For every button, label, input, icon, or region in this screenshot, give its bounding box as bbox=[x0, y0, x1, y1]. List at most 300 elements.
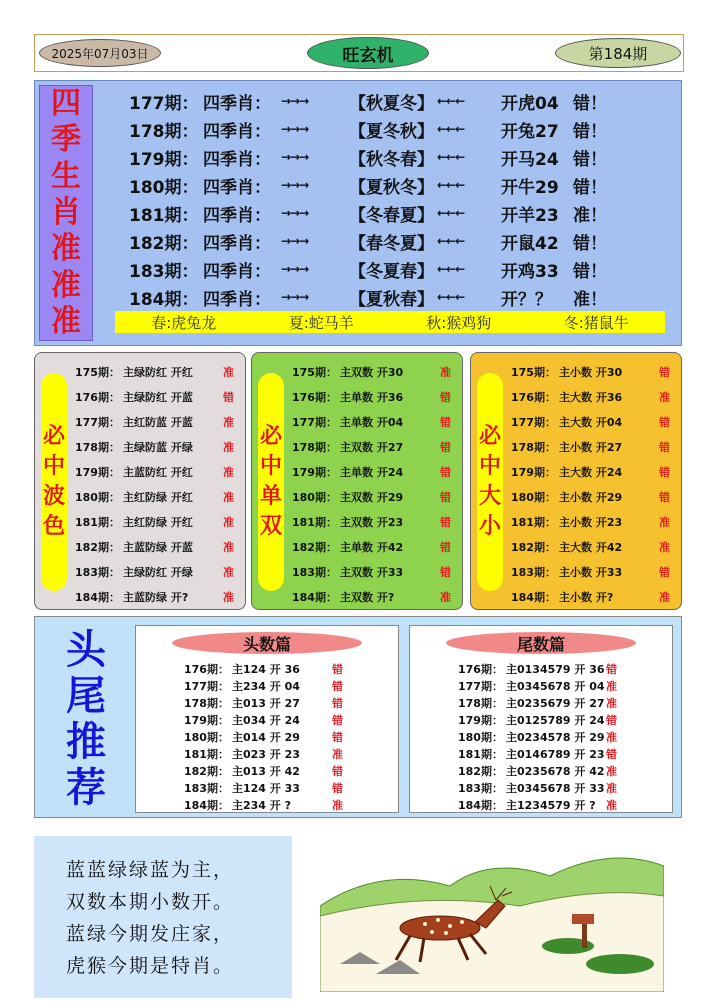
list-row bbox=[75, 384, 243, 409]
side-char: 头 bbox=[66, 626, 106, 673]
prediction-text: 主234 开 04 bbox=[232, 679, 300, 693]
period-label: 181期： bbox=[184, 747, 229, 761]
side-char: 必 bbox=[259, 424, 282, 449]
result-mark: 错 bbox=[659, 440, 670, 454]
season-label: 四季肖： bbox=[203, 93, 271, 114]
prediction-text: 主小数 开29 bbox=[559, 490, 623, 504]
list-row bbox=[292, 534, 460, 559]
result-mark: 错 bbox=[659, 465, 670, 479]
list-row bbox=[292, 509, 460, 534]
prediction-text: 主0235678 开 42 bbox=[506, 764, 605, 778]
season-label: 四季肖： bbox=[203, 121, 271, 142]
big-small-list bbox=[511, 359, 679, 609]
prediction-text: 主单数 开36 bbox=[340, 390, 404, 404]
result-mark: 错 bbox=[223, 390, 234, 404]
side-char: 双 bbox=[259, 514, 282, 539]
result-mark: 错！ bbox=[573, 261, 607, 282]
prediction-text: 主双数 开33 bbox=[340, 565, 404, 579]
period-label: 181期： bbox=[292, 515, 337, 529]
list-row bbox=[184, 728, 394, 745]
period-label: 176期： bbox=[458, 662, 503, 676]
period-label: 182期： bbox=[184, 764, 229, 778]
period-label: 175期： bbox=[511, 365, 556, 379]
arrow-right: →→→ bbox=[281, 234, 309, 248]
period-label: 179期： bbox=[184, 713, 229, 727]
period-label: 175期： bbox=[292, 365, 337, 379]
period-label: 179期： bbox=[75, 465, 120, 479]
result-mark: 错 bbox=[332, 781, 343, 795]
four-seasons-list bbox=[129, 87, 669, 311]
side-char: 必 bbox=[42, 424, 65, 449]
poem-box bbox=[34, 836, 292, 998]
list-row bbox=[292, 459, 460, 484]
legend-item: 春:虎兔龙 bbox=[151, 313, 217, 332]
poem-line: 虎猴今期是特肖。 bbox=[66, 955, 235, 977]
season-label: 四季肖： bbox=[203, 261, 271, 282]
prediction-text: 主小数 开? bbox=[559, 590, 614, 604]
prediction-text: 主0345678 开 33 bbox=[506, 781, 605, 795]
period-label: 176期： bbox=[184, 662, 229, 676]
season-row bbox=[129, 143, 669, 171]
list-row bbox=[184, 711, 394, 728]
side-char: 中 bbox=[42, 454, 65, 479]
result-mark: 错 bbox=[659, 415, 670, 429]
period-label: 177期： bbox=[129, 93, 199, 114]
result-mark: 错！ bbox=[573, 177, 607, 198]
list-row bbox=[511, 509, 679, 534]
list-row bbox=[458, 762, 668, 779]
period-label: 182期： bbox=[458, 764, 503, 778]
result-mark: 错！ bbox=[573, 233, 607, 254]
tail-number-panel bbox=[409, 625, 673, 813]
prediction-text: 主红防蓝 开蓝 bbox=[123, 415, 193, 429]
odd-even-side-label bbox=[258, 373, 284, 591]
head-panel-title: 头数篇 bbox=[172, 632, 362, 654]
period-label: 181期： bbox=[129, 205, 199, 226]
side-char: 必 bbox=[478, 424, 501, 449]
season-value: 【冬夏春】 bbox=[349, 261, 434, 282]
list-row bbox=[75, 484, 243, 509]
period-label: 184期： bbox=[129, 289, 199, 310]
season-label: 四季肖： bbox=[203, 205, 271, 226]
prediction-text: 主蓝防绿 开? bbox=[123, 590, 189, 604]
period-label: 179期： bbox=[458, 713, 503, 727]
list-row bbox=[184, 660, 394, 677]
tail-panel-title: 尾数篇 bbox=[446, 632, 636, 654]
period-label: 178期： bbox=[511, 440, 556, 454]
period-label: 176期： bbox=[75, 390, 120, 404]
period-label: 180期： bbox=[184, 730, 229, 744]
result-mark: 错！ bbox=[573, 149, 607, 170]
season-value: 【冬春夏】 bbox=[349, 205, 434, 226]
arrow-left: ←←← bbox=[437, 206, 465, 220]
issue-badge: 第184期 bbox=[555, 38, 681, 68]
list-row bbox=[184, 745, 394, 762]
arrow-right: →→→ bbox=[281, 94, 309, 108]
season-label: 四季肖： bbox=[203, 289, 271, 310]
result-mark: 准 bbox=[606, 798, 617, 812]
side-char: 荐 bbox=[66, 764, 106, 811]
period-label: 178期： bbox=[129, 121, 199, 142]
page-title: 旺玄机 bbox=[307, 37, 429, 69]
list-row bbox=[75, 534, 243, 559]
list-row bbox=[458, 711, 668, 728]
prediction-text: 主蓝防绿 开蓝 bbox=[123, 540, 193, 554]
period-label: 175期： bbox=[75, 365, 120, 379]
list-row bbox=[292, 434, 460, 459]
period-label: 180期： bbox=[129, 177, 199, 198]
result-value: 开虎04 bbox=[501, 93, 559, 114]
list-row bbox=[511, 434, 679, 459]
result-mark: 错 bbox=[659, 490, 670, 504]
prediction-text: 主0146789 开 23 bbox=[506, 747, 605, 761]
side-char: 四 bbox=[51, 86, 81, 122]
result-value: 开鼠42 bbox=[501, 233, 559, 254]
period-label: 182期： bbox=[292, 540, 337, 554]
arrow-right: →→→ bbox=[281, 206, 309, 220]
list-row bbox=[458, 728, 668, 745]
result-mark: 错 bbox=[606, 713, 617, 727]
list-row bbox=[75, 409, 243, 434]
arrow-right: →→→ bbox=[281, 178, 309, 192]
arrow-left: ←←← bbox=[437, 262, 465, 276]
prediction-text: 主双数 开30 bbox=[340, 365, 404, 379]
list-row bbox=[184, 796, 394, 813]
result-mark: 错 bbox=[440, 390, 451, 404]
result-mark: 准 bbox=[606, 781, 617, 795]
result-mark: 准 bbox=[223, 490, 234, 504]
result-mark: 准 bbox=[223, 590, 234, 604]
period-label: 177期： bbox=[458, 679, 503, 693]
arrow-left: ←←← bbox=[437, 122, 465, 136]
result-mark: 准 bbox=[223, 440, 234, 454]
result-mark: 错 bbox=[332, 679, 343, 693]
result-mark: 准 bbox=[606, 696, 617, 710]
result-value: 开马24 bbox=[501, 149, 559, 170]
legend-item: 秋:猴鸡狗 bbox=[426, 313, 492, 332]
result-mark: 错 bbox=[440, 515, 451, 529]
list-row bbox=[292, 359, 460, 384]
period-label: 183期： bbox=[292, 565, 337, 579]
prediction-text: 主小数 开23 bbox=[559, 515, 623, 529]
prediction-text: 主红防绿 开红 bbox=[123, 490, 193, 504]
period-label: 178期： bbox=[292, 440, 337, 454]
prediction-text: 主小数 开30 bbox=[559, 365, 623, 379]
result-mark: 准 bbox=[659, 390, 670, 404]
list-row bbox=[184, 694, 394, 711]
list-row bbox=[184, 762, 394, 779]
prediction-text: 主大数 开36 bbox=[559, 390, 623, 404]
arrow-right: →→→ bbox=[281, 262, 309, 276]
result-value: 开羊23 bbox=[501, 205, 559, 226]
list-row bbox=[292, 384, 460, 409]
list-row bbox=[75, 559, 243, 584]
prediction-text: 主0234578 开 29 bbox=[506, 730, 605, 744]
season-label: 四季肖： bbox=[203, 233, 271, 254]
odd-even-box bbox=[251, 352, 463, 610]
result-mark: 错 bbox=[332, 662, 343, 676]
side-char: 单 bbox=[259, 484, 282, 509]
list-row bbox=[511, 459, 679, 484]
head-tail-section bbox=[34, 616, 682, 818]
season-value: 【夏秋冬】 bbox=[349, 177, 434, 198]
result-mark: 错！ bbox=[573, 93, 607, 114]
head-tail-side-label bbox=[45, 627, 127, 811]
period-label: 177期： bbox=[184, 679, 229, 693]
period-label: 182期： bbox=[75, 540, 120, 554]
arrow-left: ←←← bbox=[437, 234, 465, 248]
period-label: 184期： bbox=[458, 798, 503, 812]
result-mark: 准 bbox=[223, 515, 234, 529]
period-label: 176期： bbox=[511, 390, 556, 404]
prediction-text: 主014 开 29 bbox=[232, 730, 300, 744]
arrow-right: →→→ bbox=[281, 150, 309, 164]
prediction-text: 主234 开 ? bbox=[232, 798, 292, 812]
prediction-text: 主绿防蓝 开绿 bbox=[123, 440, 193, 454]
result-value: 开鸡33 bbox=[501, 261, 559, 282]
prediction-text: 主双数 开27 bbox=[340, 440, 404, 454]
result-mark: 准 bbox=[223, 415, 234, 429]
list-row bbox=[292, 559, 460, 584]
side-char: 准 bbox=[51, 303, 81, 339]
period-label: 184期： bbox=[292, 590, 337, 604]
result-mark: 准 bbox=[332, 747, 343, 761]
tail-list bbox=[458, 660, 668, 813]
prediction-text: 主单数 开24 bbox=[340, 465, 404, 479]
period-label: 182期： bbox=[129, 233, 199, 254]
result-mark: 准 bbox=[332, 798, 343, 812]
period-label: 183期： bbox=[75, 565, 120, 579]
list-row bbox=[292, 484, 460, 509]
period-label: 178期： bbox=[184, 696, 229, 710]
result-mark: 错 bbox=[659, 565, 670, 579]
wave-list bbox=[75, 359, 243, 609]
wave-side-label bbox=[41, 373, 67, 591]
season-value: 【秋冬春】 bbox=[349, 149, 434, 170]
result-mark: 错 bbox=[659, 365, 670, 379]
season-row bbox=[129, 115, 669, 143]
result-mark: 准！ bbox=[573, 205, 607, 226]
list-row bbox=[458, 779, 668, 796]
period-label: 184期： bbox=[184, 798, 229, 812]
prediction-text: 主绿防红 开绿 bbox=[123, 565, 193, 579]
result-mark: 错 bbox=[440, 465, 451, 479]
season-row bbox=[129, 283, 669, 311]
big-small-box bbox=[470, 352, 682, 610]
prediction-text: 主0235679 开 27 bbox=[506, 696, 605, 710]
side-char: 推 bbox=[66, 718, 106, 765]
list-row bbox=[511, 409, 679, 434]
prediction-text: 主大数 开42 bbox=[559, 540, 623, 554]
side-char: 准 bbox=[51, 231, 81, 267]
prediction-text: 主023 开 23 bbox=[232, 747, 300, 761]
arrow-left: ←←← bbox=[437, 150, 465, 164]
list-row bbox=[292, 584, 460, 609]
poem-line: 蓝绿今期发庄家， bbox=[66, 923, 235, 945]
list-row bbox=[458, 796, 668, 813]
wave-color-box bbox=[34, 352, 246, 610]
result-value: 开兔27 bbox=[501, 121, 559, 142]
list-row bbox=[458, 745, 668, 762]
list-row bbox=[75, 359, 243, 384]
prediction-text: 主单数 开42 bbox=[340, 540, 404, 554]
result-mark: 错 bbox=[332, 696, 343, 710]
header-bar bbox=[34, 34, 684, 72]
result-mark: 错 bbox=[332, 730, 343, 744]
side-char: 肖 bbox=[51, 194, 81, 230]
side-char: 小 bbox=[478, 514, 501, 539]
result-mark: 错 bbox=[440, 415, 451, 429]
result-value: 开？？ bbox=[501, 289, 552, 310]
season-value: 【夏秋春】 bbox=[349, 289, 434, 310]
period-label: 180期： bbox=[75, 490, 120, 504]
list-row bbox=[511, 559, 679, 584]
list-row bbox=[75, 434, 243, 459]
period-label: 179期： bbox=[292, 465, 337, 479]
side-char: 中 bbox=[478, 454, 501, 479]
result-mark: 准 bbox=[223, 465, 234, 479]
result-mark: 错 bbox=[606, 747, 617, 761]
prediction-text: 主绿防红 开红 bbox=[123, 365, 193, 379]
period-label: 180期： bbox=[292, 490, 337, 504]
side-char: 准 bbox=[51, 267, 81, 303]
prediction-text: 主双数 开29 bbox=[340, 490, 404, 504]
prediction-text: 主0345678 开 04 bbox=[506, 679, 605, 693]
list-row bbox=[184, 779, 394, 796]
season-value: 【秋夏冬】 bbox=[349, 93, 434, 114]
result-mark: 错 bbox=[440, 565, 451, 579]
prediction-text: 主单数 开04 bbox=[340, 415, 404, 429]
result-mark: 错 bbox=[440, 540, 451, 554]
period-label: 177期： bbox=[511, 415, 556, 429]
prediction-text: 主034 开 24 bbox=[232, 713, 300, 727]
side-char: 生 bbox=[51, 158, 81, 194]
list-row bbox=[458, 660, 668, 677]
prediction-text: 主1234579 开 ? bbox=[506, 798, 596, 812]
result-mark: 准 bbox=[606, 679, 617, 693]
list-row bbox=[511, 384, 679, 409]
period-label: 184期： bbox=[511, 590, 556, 604]
season-row bbox=[129, 87, 669, 115]
four-seasons-section bbox=[34, 80, 682, 346]
season-label: 四季肖： bbox=[203, 149, 271, 170]
prediction-text: 主013 开 42 bbox=[232, 764, 300, 778]
result-mark: 准 bbox=[606, 764, 617, 778]
result-mark: 准 bbox=[659, 540, 670, 554]
result-mark: 准 bbox=[223, 540, 234, 554]
period-label: 178期： bbox=[458, 696, 503, 710]
poem-line: 蓝蓝绿绿蓝为主， bbox=[66, 859, 235, 881]
list-row bbox=[458, 694, 668, 711]
prediction-text: 主双数 开? bbox=[340, 590, 395, 604]
date-badge: 2025年07月03日 bbox=[39, 39, 161, 67]
deer-landscape-illustration bbox=[320, 836, 664, 992]
result-mark: 错 bbox=[332, 713, 343, 727]
list-row bbox=[511, 359, 679, 384]
period-label: 184期： bbox=[75, 590, 120, 604]
result-mark: 错 bbox=[440, 440, 451, 454]
prediction-text: 主绿防红 开蓝 bbox=[123, 390, 193, 404]
result-mark: 错！ bbox=[573, 121, 607, 142]
arrow-right: →→→ bbox=[281, 122, 309, 136]
prediction-text: 主小数 开27 bbox=[559, 440, 623, 454]
result-value: 开牛29 bbox=[501, 177, 559, 198]
prediction-text: 主124 开 36 bbox=[232, 662, 300, 676]
poem-line: 双数本期小数开。 bbox=[66, 891, 235, 913]
arrow-left: ←←← bbox=[437, 178, 465, 192]
prediction-text: 主蓝防红 开红 bbox=[123, 465, 193, 479]
list-row bbox=[75, 509, 243, 534]
side-char: 波 bbox=[42, 484, 65, 509]
list-row bbox=[292, 409, 460, 434]
result-mark: 错 bbox=[606, 662, 617, 676]
list-row bbox=[184, 677, 394, 694]
result-mark: 准 bbox=[223, 365, 234, 379]
prediction-text: 主013 开 27 bbox=[232, 696, 300, 710]
result-mark: 准 bbox=[223, 565, 234, 579]
big-small-side-label bbox=[477, 373, 503, 591]
arrow-left: ←←← bbox=[437, 290, 465, 304]
prediction-text: 主双数 开23 bbox=[340, 515, 404, 529]
result-mark: 准 bbox=[440, 590, 451, 604]
season-row bbox=[129, 255, 669, 283]
period-label: 183期： bbox=[458, 781, 503, 795]
list-row bbox=[75, 584, 243, 609]
result-mark: 准 bbox=[606, 730, 617, 744]
head-number-panel bbox=[135, 625, 399, 813]
period-label: 181期： bbox=[511, 515, 556, 529]
period-label: 177期： bbox=[292, 415, 337, 429]
period-label: 182期： bbox=[511, 540, 556, 554]
prediction-text: 主124 开 33 bbox=[232, 781, 300, 795]
season-row bbox=[129, 199, 669, 227]
period-label: 181期： bbox=[75, 515, 120, 529]
list-row bbox=[75, 459, 243, 484]
prediction-text: 主小数 开33 bbox=[559, 565, 623, 579]
list-row bbox=[511, 484, 679, 509]
period-label: 181期： bbox=[458, 747, 503, 761]
side-char: 季 bbox=[51, 122, 81, 158]
odd-even-list bbox=[292, 359, 460, 609]
four-seasons-side-label bbox=[39, 85, 93, 341]
side-char: 中 bbox=[259, 454, 282, 479]
prediction-text: 主0125789 开 24 bbox=[506, 713, 605, 727]
side-char: 尾 bbox=[66, 672, 106, 719]
season-value: 【春冬夏】 bbox=[349, 233, 434, 254]
list-row bbox=[511, 534, 679, 559]
period-label: 180期： bbox=[511, 490, 556, 504]
prediction-text: 主大数 开24 bbox=[559, 465, 623, 479]
result-mark: 错 bbox=[332, 764, 343, 778]
season-row bbox=[129, 227, 669, 255]
period-label: 180期： bbox=[458, 730, 503, 744]
season-legend bbox=[115, 311, 665, 333]
period-label: 183期： bbox=[129, 261, 199, 282]
side-char: 色 bbox=[42, 514, 65, 539]
head-list bbox=[184, 660, 394, 813]
arrow-right: →→→ bbox=[281, 290, 309, 304]
season-value: 【夏冬秋】 bbox=[349, 121, 434, 142]
result-mark: 准 bbox=[659, 590, 670, 604]
legend-item: 夏:蛇马羊 bbox=[288, 313, 354, 332]
list-row bbox=[511, 584, 679, 609]
period-label: 178期： bbox=[75, 440, 120, 454]
side-char: 大 bbox=[478, 484, 501, 509]
prediction-text: 主红防绿 开红 bbox=[123, 515, 193, 529]
season-label: 四季肖： bbox=[203, 177, 271, 198]
period-label: 177期： bbox=[75, 415, 120, 429]
legend-item: 冬:猪鼠牛 bbox=[563, 313, 629, 332]
